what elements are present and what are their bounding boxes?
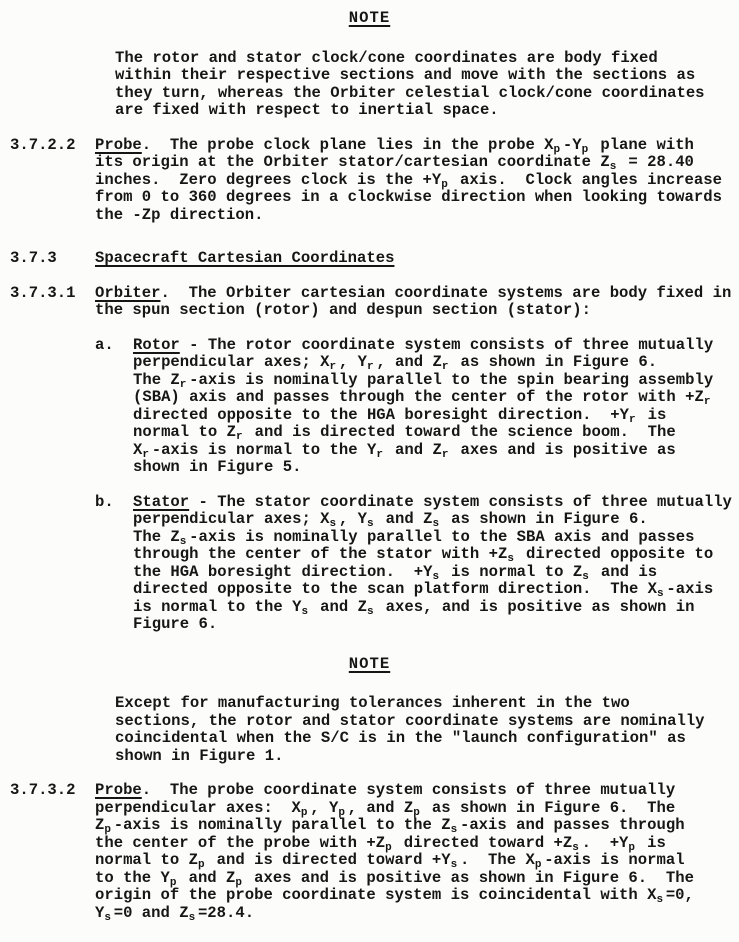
text-line: the spun section (rotor) and despun section (stator): bbox=[95, 301, 591, 319]
text-line: is normal to the $Y_s$ and $Z_s$ axes, and is positive as shown in bbox=[133, 597, 695, 618]
underlined-text: Rotor bbox=[133, 335, 180, 354]
text-line: Rotor - The rotor coordinate system consists of three mutually bbox=[133, 335, 714, 354]
text-line: Figure 6. bbox=[133, 615, 218, 633]
section-number: 3.7.3 bbox=[10, 249, 57, 267]
underlined-text: Orbiter bbox=[95, 283, 161, 302]
text-line: the HGA boresight direction. $+Y_s$ is normal to $Z_s$ and is bbox=[133, 562, 658, 583]
text-line: The $Z_r$ -axis is nominally parallel to the spin bearing assembly bbox=[133, 370, 714, 391]
text-line: Except for manufacturing tolerances inherent in the two bbox=[115, 694, 630, 712]
text-line: Probe. The probe clock plane lies in the probe $X_p$ $-Y_p$ plane with bbox=[95, 135, 694, 156]
note-heading bbox=[0, 10, 739, 28]
underlined-text: Probe bbox=[95, 781, 142, 799]
text-line: Orbiter. The Orbiter cartesian coordinate systems are body fixed in bbox=[95, 283, 732, 302]
list-item-letter: a. bbox=[95, 335, 114, 354]
note-heading-text: NOTE bbox=[348, 9, 391, 27]
note-heading-text: NOTE bbox=[348, 654, 391, 673]
note-paragraph bbox=[115, 695, 739, 765]
text-line: coincidental when the S/C is in the "launch configuration" as bbox=[115, 729, 686, 747]
list-item bbox=[95, 492, 739, 634]
text-line: The $Z_s$ -axis is nominally parallel to the SBA axis and passes bbox=[133, 527, 695, 548]
text-line: the -Zp direction. bbox=[95, 205, 264, 224]
text-line: origin of the probe coordinate system is coincidental with $X_s =0$, bbox=[95, 886, 694, 906]
text-line: to the $Y_p$ and $Z_p$ axes and is positive as shown in Figure 6. The bbox=[95, 868, 694, 889]
text-line: normal to $Z_p$ and is directed toward $+Y_s$ . The $X_p$ -axis is normal bbox=[95, 851, 685, 871]
text-line: shown in Figure 1. bbox=[115, 746, 284, 765]
text-line: The rotor and stator clock/cone coordinates are body fixed bbox=[115, 48, 658, 67]
text-line: (SBA) axis and passes through the center of the rotor with $+Z_r$ bbox=[133, 388, 711, 408]
underlined-text: Probe bbox=[95, 135, 142, 154]
text-line: Stator - The stator coordinate system consists of three mutually bbox=[133, 492, 732, 511]
text-line: $X_r$ -axis is normal to the $Y_r$ and $Z_r$ axes and is positive as bbox=[133, 440, 676, 461]
text-line: $Z_p$ -axis is nominally parallel to the $Z_s$ -axis and passes through bbox=[95, 816, 685, 836]
list-item bbox=[95, 335, 739, 477]
section-number: 3.7.2.2 bbox=[10, 135, 76, 154]
note-paragraph bbox=[115, 50, 739, 120]
text-line: $Y_s =0$ and $Z_s =28.4$. bbox=[95, 903, 255, 924]
text-line: sections, the rotor and stator coordinate systems are nominally bbox=[115, 711, 705, 730]
text-line: through the center of the stator with $+Z_s$ directed opposite to bbox=[133, 545, 714, 565]
section bbox=[10, 283, 739, 320]
underlined-text: Stator bbox=[133, 492, 190, 511]
text-line: normal to $Z_r$ and is directed toward the science boom. The bbox=[133, 423, 676, 443]
section-title: Spacecraft Cartesian Coordinates bbox=[95, 249, 395, 267]
text-line: within their respective sections and move with the sections as bbox=[115, 66, 696, 84]
section bbox=[10, 781, 739, 924]
text-line: shown in Figure 5. bbox=[133, 458, 302, 476]
section bbox=[10, 135, 739, 225]
text-line: directed opposite to the HGA boresight direction. $+Y_r$ is bbox=[133, 405, 667, 426]
list-item-letter: b. bbox=[95, 492, 114, 511]
text-line: perpendicular axes; $X_s$ , $Y_s$ and $Z_s$ as shown in Figure 6. bbox=[133, 510, 648, 530]
text-line: from 0 to 360 degrees in a clockwise direction when looking towards bbox=[95, 188, 722, 206]
section-number: 3.7.3.1 bbox=[10, 283, 76, 302]
section-heading bbox=[10, 249, 739, 268]
text-line: are fixed with respect to inertial space. bbox=[115, 101, 499, 119]
text-line: they turn, whereas the Orbiter celestial clock/cone coordinates bbox=[115, 83, 705, 102]
text-line: Probe. The probe coordinate system consists of three mutually bbox=[95, 781, 676, 799]
text-line: its origin at the Orbiter stator/cartesian coordinate $Z_s = 28.40$ bbox=[95, 153, 694, 173]
text-line: directed opposite to the scan platform direction. The $X_s$ -axis bbox=[133, 580, 714, 600]
section-number: 3.7.3.2 bbox=[10, 781, 76, 799]
note-heading bbox=[0, 656, 739, 674]
text-line: perpendicular axes: $X_p$ , $Y_p$ , and $Z_p$ as shown in Figure 6. The bbox=[95, 798, 676, 819]
text-line: inches. Zero degrees clock is the $+Y_p$ axis. Clock angles increase bbox=[95, 170, 722, 191]
text-line: the center of the probe with $+Z_p$ directed toward $+Z_s$ . $+Y_p$ is bbox=[95, 833, 666, 854]
text-line: perpendicular axes; $X_r$ , $Y_r$ , and $Z_r$ as shown in Figure 6. bbox=[133, 353, 658, 373]
